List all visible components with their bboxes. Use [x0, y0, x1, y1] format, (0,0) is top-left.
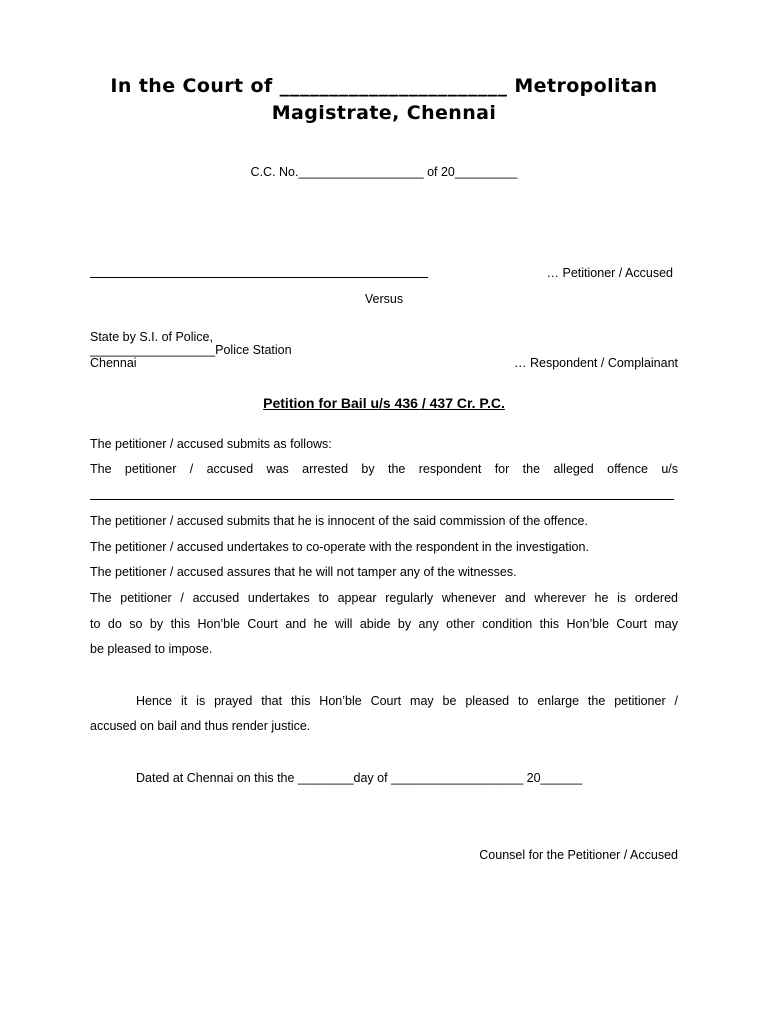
intro-paragraph: The petitioner / accused submits as follows: [90, 437, 332, 451]
appearance-paragraph-line2: to do so by this Hon’ble Court and he will abide by any other condition this Hon’ble Court may [90, 617, 678, 631]
prayer-paragraph-line1: Hence it is prayed that this Hon’ble Court may be pleased to enlarge the petitioner / [136, 694, 678, 708]
petitioner-name-blank [90, 277, 428, 278]
respondent-line1: State by S.I. of Police, [90, 330, 213, 344]
respondent-line2: __________________Police Station [90, 343, 292, 357]
court-heading-line1: In the Court of _______________________ Metropolitan [110, 75, 658, 97]
innocence-paragraph: The petitioner / accused submits that he is innocent of the said commission of the offence. [90, 514, 588, 528]
petition-title: Petition for Bail u/s 436 / 437 Cr. P.C. [263, 395, 505, 411]
petitioner-role: … Petitioner / Accused [546, 266, 673, 280]
court-heading-line2: Magistrate, Chennai [271, 102, 497, 124]
dated-line: Dated at Chennai on this the ________day of ___________________ 20______ [136, 771, 583, 785]
prayer-paragraph-line2: accused on bail and thus render justice. [90, 719, 311, 733]
respondent-role: … Respondent / Complainant [514, 356, 678, 370]
appearance-paragraph-line3: be pleased to impose. [90, 642, 213, 656]
offence-section-blank [90, 499, 674, 500]
appearance-paragraph-line1: The petitioner / accused undertakes to appear regularly whenever and wherever he is ordered [90, 591, 678, 605]
versus-label: Versus [364, 292, 404, 306]
cooperation-paragraph: The petitioner / accused undertakes to co-operate with the respondent in the investigation. [90, 540, 589, 554]
respondent-line3: Chennai [90, 356, 137, 370]
case-number: C.C. No.__________________ of 20_________ [250, 165, 518, 179]
counsel-signature: Counsel for the Petitioner / Accused [479, 848, 678, 862]
witnesses-paragraph: The petitioner / accused assures that he will not tamper any of the witnesses. [90, 565, 517, 579]
arrest-paragraph: The petitioner / accused was arrested by the respondent for the alleged offence u/s [90, 462, 678, 476]
